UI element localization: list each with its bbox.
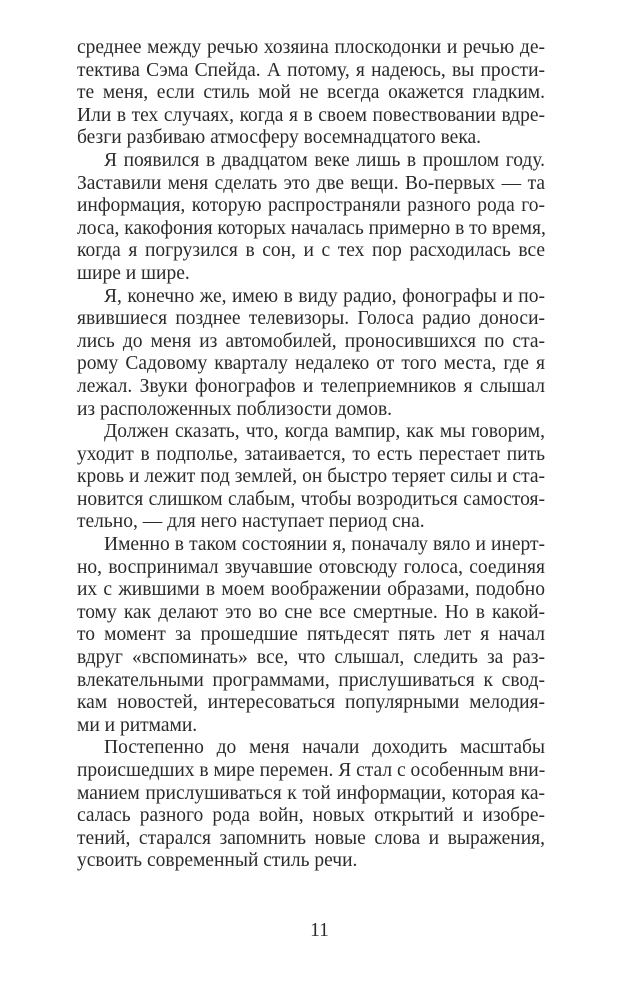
text-line: информация, которую распространяли разного рода го- xyxy=(77,195,545,217)
text-line: тектива Сэма Спейда. А потому, я надеюсь, вы прости- xyxy=(77,59,545,81)
paragraph xyxy=(77,37,545,150)
text-line: тому как делают это во сне все смертные. Но в какой- xyxy=(77,601,545,623)
text-line: рому Садовому кварталу недалеко от того места, где я xyxy=(77,353,545,375)
text-line: уходит в подполье, затаивается, то есть перестает пить xyxy=(77,443,545,465)
text-line: салась разного рода войн, новых открытий и изобре- xyxy=(77,805,545,827)
text-line: кровь и лежит под землей, он быстро теряет силы и ста- xyxy=(77,466,545,488)
text-line: Или в тех случаях, когда я в своем повествовании вдре- xyxy=(77,104,545,126)
text-line: когда я погрузился в сон, и с тех пор расходилась все xyxy=(77,240,545,262)
text-line: безги разбиваю атмосферу восемнадцатого века. xyxy=(77,127,482,149)
text-line: те меня, если стиль мой не всегда окажется гладким. xyxy=(77,82,545,104)
text-line: лись до меня из автомобилей, проносившихся по ста- xyxy=(77,330,545,352)
text-line: шире и шире. xyxy=(77,262,190,284)
text-line: Я, конечно же, имею в виду радио, фонографы и по- xyxy=(104,285,545,307)
text-line: среднее между речью хозяина плоскодонки и речью де- xyxy=(77,37,545,58)
paragraph xyxy=(77,286,545,422)
paragraph xyxy=(77,421,545,534)
paragraph xyxy=(77,534,545,737)
text-line: происшедших в мире перемен. Я стал с особенным вни- xyxy=(77,760,546,781)
paragraph xyxy=(77,737,545,873)
text-line: Должен сказать, что, когда вампир, как мы говорим, xyxy=(104,421,545,443)
text-line: ми и ритмами. xyxy=(77,714,198,736)
text-line: лоса, какофония которых началась примерно в то время, xyxy=(77,217,546,239)
text-line: усвоить современный стиль речи. xyxy=(77,850,358,872)
text-line: тений, старался запомнить новые слова и выражения, xyxy=(77,827,545,849)
text-line: вдруг «вспоминать» все, что слышал, следить за раз- xyxy=(77,647,545,669)
paragraph xyxy=(77,150,545,286)
text-line: лежал. Звуки фонографов и телеприемников я слышал xyxy=(77,375,545,397)
text-line: влекательными программами, прислушиваться к свод- xyxy=(77,669,545,691)
page-body-text xyxy=(77,37,545,873)
text-line: кам новостей, интересоваться популярными мелодия- xyxy=(77,692,545,714)
text-line: тельно, — для него наступает период сна. xyxy=(77,511,425,533)
text-line: Я появился в двадцатом веке лишь в прошлом году. xyxy=(104,149,545,171)
text-line: Заставили меня сделать это две вещи. Во-первых — та xyxy=(77,172,545,194)
text-line: но, воспринимал звучавшие отовсюду голоса, соединяя xyxy=(77,556,545,578)
text-line: явившиеся позднее телевизоры. Голоса радио доноси- xyxy=(77,308,545,330)
text-line: из расположенных поблизости домов. xyxy=(77,398,393,420)
text-line: Постепенно до меня начали доходить масштабы xyxy=(104,737,545,759)
page-number: 11 xyxy=(310,920,329,941)
text-line: манием прислушиваться к той информации, которая ка- xyxy=(77,782,545,804)
text-line: то момент за прошедшие пятьдесят пять лет я начал xyxy=(77,624,545,646)
text-line: новится слишком слабым, чтобы возродиться самостоя- xyxy=(77,488,545,510)
text-line: Именно в таком состоянии я, поначалу вяло и инерт- xyxy=(104,534,545,556)
text-line: их с жившими в моем воображении образами, подобно xyxy=(77,579,545,601)
